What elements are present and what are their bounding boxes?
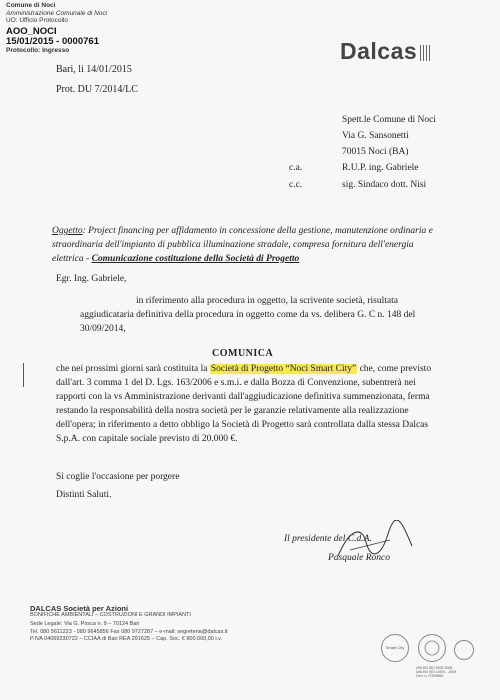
paragraph-2: [56, 362, 441, 446]
cert-line-3: Cert. n. IT209563: [416, 674, 444, 678]
smart-city-logo-icon: [381, 634, 409, 662]
cc-value: R.U.P. ing. Gabriele: [342, 163, 419, 173]
cc-value: sig. Sindaco dott. Nisi: [342, 180, 427, 190]
footer-line-1: Sede Legale: Via G. Posca n. 9 – 70124 Bari: [30, 621, 140, 628]
cert-line-1: UNI EN ISO 9001:2008: [416, 666, 453, 670]
date-line: Bari, li 14/01/2015: [56, 64, 132, 75]
certification-badge-icon: [454, 640, 474, 660]
stamp-line-4: AOO_NOCI: [6, 25, 57, 37]
smart-city-logo-text: Smart City: [385, 645, 405, 650]
closing-line-1: Si coglie l'occasione per porgere: [56, 472, 180, 482]
protocol-line: Prot. DU 7/2014/LC: [56, 84, 138, 95]
protocol-stamp: [6, 2, 107, 54]
signature-title: Il presidente del C.d.A.: [284, 534, 372, 544]
cert-line-2: UNI EN ISO 14001 : 2004: [416, 670, 457, 674]
seal-mark: [419, 635, 445, 661]
company-logo: [340, 38, 430, 65]
subject-paragraph: [52, 224, 447, 266]
cc-label: c.a.: [289, 163, 303, 173]
subject-lead: Oggetto: [52, 226, 83, 236]
stamp-line-6: Protocollo: Ingresso: [6, 46, 70, 54]
margin-mark: [23, 363, 24, 387]
footer-line-2: Tel. 080 5611223 - 080 9645856 Fax 080 9727287 – e-mail: segreteria@dalcas.it: [30, 628, 228, 635]
recipient-line-1: Spett.le Comune di Noci: [342, 115, 436, 125]
stamp-line-2: Amministrazione Comunale di Noci: [6, 9, 108, 17]
stamp-line-1: Comune di Noci: [6, 2, 56, 9]
logo-mark-icon: [420, 45, 430, 61]
subject-text: : Project financing per affidamento in concessione della gestione, manutenzione ordinaria e straordinaria dell'impianto di pubblica illuminazione stradale, compresa fornitura dell'energia elettrica -: [52, 226, 433, 264]
highlighted-company-name: Società di Progetto “Noci Smart City”: [210, 364, 357, 374]
paragraph-2-after: che, come previsto dall'art. 3 comma 1 del D. Lgs. 163/2006 e s.m.i. e dalla Bozza di Convenzione, subentrerà nei rapporti con la vs Amministrazione derivanti dall'aggiudicazione definitiva summenzionata, ferma restando la responsabilità della nostra società per le garanzie relativamente alla realizzazione dell'opera; in riferimento a detto obbligo la Società di Progetto sarà controllata dalla stessa Dalcas S.p.A. con capitale sociale previsto di 20.000 €.: [56, 364, 432, 444]
paragraph-2-before: che nei prossimi giorni sarà costituita la: [56, 364, 210, 374]
footer-company: DALCAS Società per Azioni: [30, 604, 129, 613]
signature-name: Pasquale Ronco: [328, 553, 391, 563]
comunica-heading: COMUNICA: [212, 348, 274, 359]
certification-text: [416, 666, 456, 678]
recipient-line-3: 70015 Noci (BA): [342, 147, 409, 157]
recipient-line-2: Via G. Sansonetti: [342, 131, 409, 141]
letterhead-footer: [30, 605, 228, 643]
footer-line-3: P.IVA 04069230722 – CCIAA di Bari REA 291625 – Cap. Soc. € 900.000,00 i.v.: [30, 635, 223, 642]
logo-text: Dalcas: [340, 38, 418, 64]
stamp-line-5: 15/01/2015 - 0000761: [6, 35, 99, 47]
cc-label: c.c.: [289, 180, 303, 190]
footer-subtitle: BONIFICHE AMBIENTALI – COSTRUZIONI E GRANDI IMPIANTI: [30, 612, 191, 619]
subject-underlined: Comunicazione costituzione della Società di Progetto: [91, 254, 300, 264]
paragraph-1: [24, 294, 440, 336]
paragraph-1-text: in riferimento alla procedura in oggetto, la scrivente società, risultata aggiudicataria definitiva della procedura in oggetto come da vs. delibera G. C n. 148 del 30/09/2014,: [80, 296, 416, 334]
certification-seal-icon: [418, 634, 446, 662]
closing-line-2: Distinti Saluti.: [56, 490, 112, 500]
greeting: Egr. Ing. Gabriele,: [56, 274, 127, 284]
recipient-address: [342, 112, 436, 160]
handwritten-signature: [330, 520, 420, 570]
stamp-line-3: UO: Ufficio Protocollo: [6, 17, 69, 24]
